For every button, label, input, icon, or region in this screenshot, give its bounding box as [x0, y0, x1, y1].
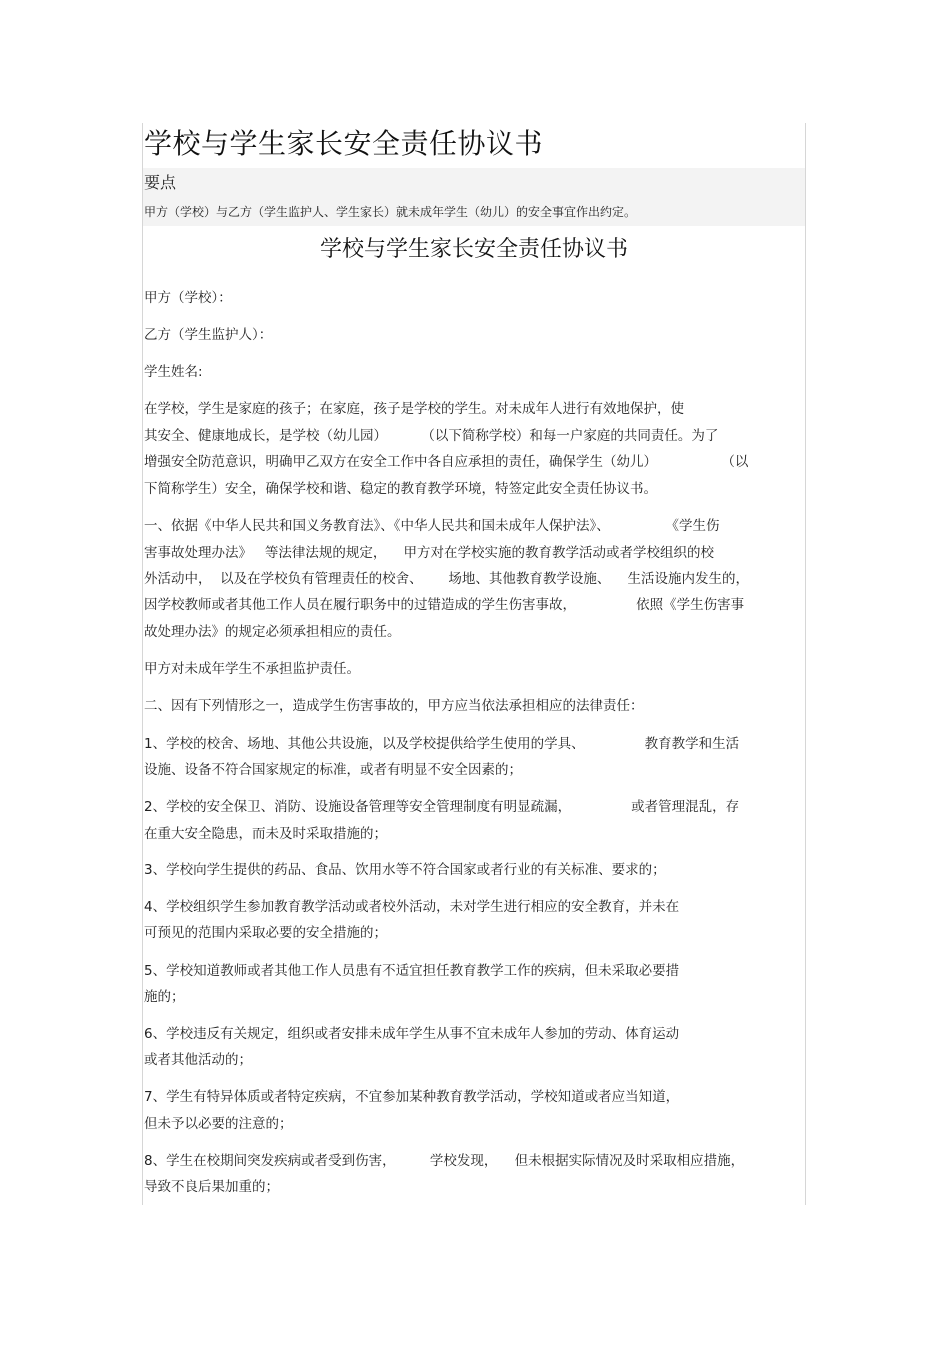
paragraph-line: 甲方对未成年学生不承担监护责任。	[144, 661, 360, 677]
list-item-line: 或者其他活动的；	[144, 1052, 252, 1068]
list-item-line: 在重大安全隐患，而未及时采取措施的；	[144, 826, 387, 842]
list-item-line: 5、学校知道教师或者其他工作人员患有不适宜担任教育教学工作的疾病，但未采取必要措	[144, 963, 680, 979]
paragraph-line: 因学校教师或者其他工作人员在履行职务中的过错造成的学生伤害事故， 依照《学生伤害事	[144, 597, 745, 613]
list-item-line: 1、学校的校舍、场地、其他公共设施，以及学校提供给学生使用的学具、 教育教学和生活	[144, 736, 740, 752]
paragraph-line: 外活动中， 以及在学校负有管理责任的校舍、 场地、其他教育教学设施、 生活设施内发生的，	[144, 571, 749, 587]
list-item-line: 3、学校向学生提供的药品、食品、饮用水等不符合国家或者行业的有关标准、要求的；	[144, 862, 666, 878]
list-item-line: 7、学生有特异体质或者特定疾病，不宜参加某种教育教学活动，学校知道或者应当知道，	[144, 1089, 680, 1105]
paragraph-line: 增强安全防范意识，明确甲乙双方在安全工作中各自应承担的责任，确保学生（幼儿） （以	[144, 454, 749, 470]
paragraph-line: 其安全、健康地成长，是学校（幼儿园） （以下简称学校）和每一户家庭的共同责任。为了	[144, 428, 719, 444]
list-item-line: 2、学校的安全保卫、消防、设施设备管理等安全管理制度有明显疏漏， 或者管理混乱，存	[144, 799, 740, 815]
paragraph-line: 下简称学生）安全，确保学校和谐、稳定的教育教学环境，特签定此安全责任协议书。	[144, 481, 657, 497]
party-a-line: 甲方（学校）：	[144, 290, 232, 306]
list-item-line: 施的；	[144, 989, 185, 1005]
list-item-line: 4、学校组织学生参加教育教学活动或者校外活动，未对学生进行相应的安全教育，并未在	[144, 899, 680, 915]
student-name-line: 学生姓名:	[144, 364, 203, 380]
document-title: 学校与学生家长安全责任协议书	[144, 127, 544, 160]
party-b-line: 乙方（学生监护人）：	[144, 327, 273, 343]
paragraph-line: 在学校，学生是家庭的孩子；在家庭，孩子是学校的学生。对未成年人进行有效地保护，使	[144, 401, 684, 417]
list-item-line: 设施、设备不符合国家规定的标准，或者有明显不安全因素的；	[144, 762, 522, 778]
summary-text: 甲方（学校）与乙方（学生监护人、学生家长）就未成年学生（幼儿）的安全事宜作出约定。	[144, 205, 637, 219]
paragraph-line: 一、依据《中华人民共和国义务教育法》、《中华人民共和国未成年人保护法》、 《学生伤	[144, 518, 720, 534]
section-heading-line: 二、因有下列情形之一，造成学生伤害事故的，甲方应当依法承担相应的法律责任：	[144, 698, 644, 714]
list-item-line: 可预见的范围内采取必要的安全措施的；	[144, 925, 387, 941]
list-item-line: 8、学生在校期间突发疾病或者受到伤害， 学校发现， 但未根据实际情况及时采取相应措施，	[144, 1153, 745, 1169]
agreement-title: 学校与学生家长安全责任协议书	[319, 237, 628, 262]
list-item-line: 6、学校违反有关规定，组织或者安排未成年学生从事不宜未成年人参加的劳动、体育运动	[144, 1026, 680, 1042]
summary-heading: 要点	[144, 173, 177, 192]
paragraph-line: 害事故处理办法》 等法律法规的规定， 甲方对在学校实施的教育教学活动或者学校组织的校	[144, 545, 715, 561]
list-item-line: 导致不良后果加重的；	[144, 1179, 279, 1195]
paragraph-line: 故处理办法》的规定必须承担相应的责任。	[144, 624, 401, 640]
list-item-line: 但未予以必要的注意的；	[144, 1116, 293, 1132]
